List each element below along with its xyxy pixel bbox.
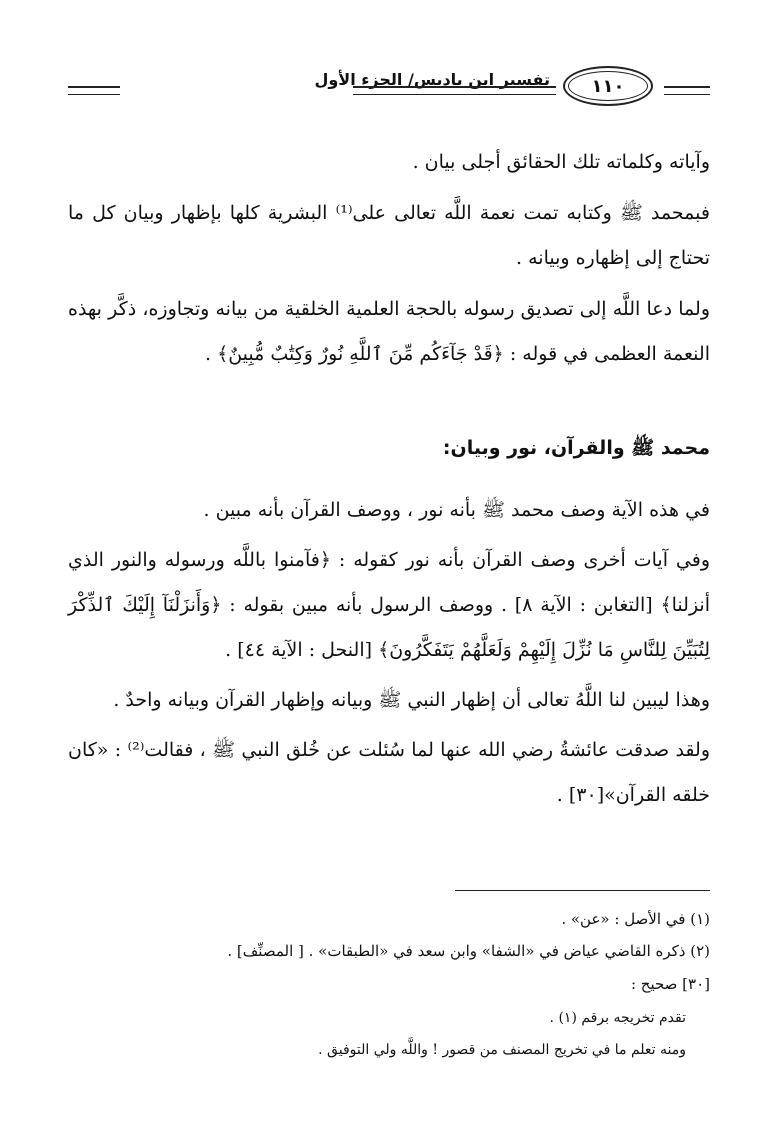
paragraph-5: وفي آيات أخرى وصف القرآن بأنه نور كقوله : ﴿فآمنوا باللَّه ورسوله والنور الذي أنزلنا﴾ [التغابن : الآية ٨] . ووصف الرسول بأنه مبين بقوله : ﴿وَأَنزَلْنَآ إِلَيْكَ ٱلذِّكْرَ لِتُبَيِّنَ لِلنَّاسِ مَا نُزِّلَ إِلَيْهِمْ وَلَعَلَّهُمْ يَتَفَكَّرُونَ﴾ [النحل : الآية ٤٤] .: [68, 549, 710, 661]
paragraph-3: ولما دعا اللَّه إلى تصديق رسوله بالحجة العلمية الخلقية من بيانه وتجاوزه، ذكَّر بهذه النعمة العظمى في قوله : ﴿قَدْ جَآءَكُم مِّنَ ٱللَّهِ نُورٌ وَكِتَٰبٌ مُّبِينٌ﴾ .: [68, 298, 710, 365]
running-header-title: تفسير ابن باديس/ الجزء الأول: [314, 70, 550, 89]
paragraph-1: وآياته وكلماته تلك الحقائق أجلى بيان .: [412, 151, 710, 173]
footnote-4: تقدم تخريجه برقم (١) .: [549, 1010, 686, 1026]
paragraph-7: ولقد صدقت عائشةُ رضي الله عنها لما سُئلت عن خُلق النبي ﷺ ، فقالت⁽²⁾ : «كان خلقه القرآن»[٣٠] .: [68, 739, 710, 806]
header-rule-middle: [353, 86, 556, 95]
page-number-badge: [563, 66, 653, 106]
page-number: ١١٠: [591, 75, 625, 97]
footnote-separator: [455, 890, 710, 891]
footnote-1: (١) في الأصل : «عن» .: [561, 910, 710, 928]
footnote-5: ومنه تعلم ما في تخريج المصنف من قصور ! واللَّه ولي التوفيق .: [318, 1042, 686, 1058]
body-text-bottom: [68, 488, 710, 818]
header-rule-left: [68, 86, 120, 95]
paragraph-4: في هذه الآية وصف محمد ﷺ بأنه نور ، ووصف القرآن بأنه مبين .: [203, 499, 710, 521]
header-rule-right: [664, 86, 710, 95]
section-heading: محمد ﷺ والقرآن، نور وبيان:: [442, 437, 710, 459]
footnote-3: [٣٠] صحيح :: [630, 975, 710, 993]
footnote-2: (٢) ذكره القاضي عياض في «الشفا» وابن سعد في «الطبقات» . [ المصنِّف] .: [227, 942, 710, 960]
paragraph-2: فبمحمد ﷺ وكتابه تمت نعمة اللَّه تعالى على⁽¹⁾ البشرية كلها بإظهار وبيان كل ما تحتاج إلى إظهاره وبيانه .: [68, 202, 710, 269]
paragraph-6: وهذا ليبين لنا اللَّهُ تعالى أن إظهار النبي ﷺ وبيانه وإظهار القرآن وبيانه واحدٌ .: [113, 689, 710, 711]
body-text-top: [68, 140, 710, 377]
